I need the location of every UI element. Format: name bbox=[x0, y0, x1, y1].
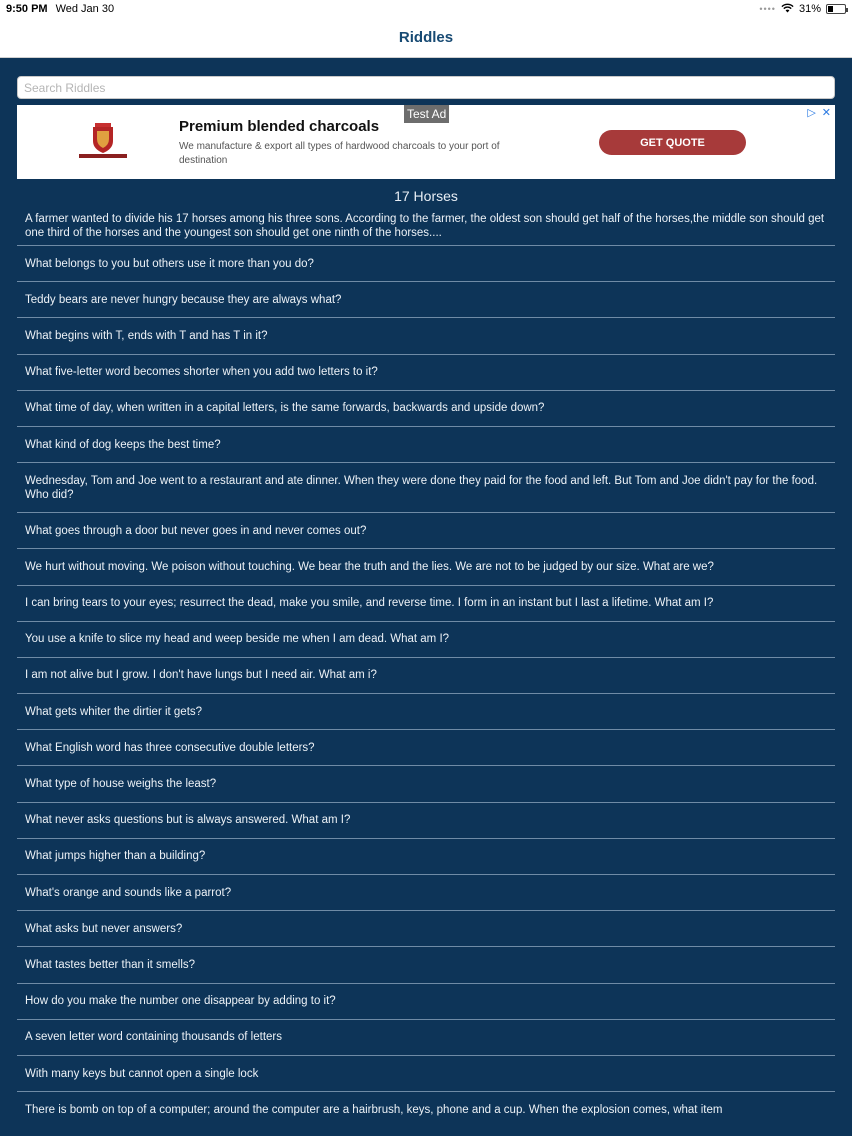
ad-choices[interactable] bbox=[807, 106, 831, 119]
status-indicators bbox=[759, 3, 846, 16]
riddle-row[interactable]: What time of day, when written in a capital letters, is the same forwards, backwards and upside down? bbox=[17, 391, 835, 427]
wifi-icon bbox=[781, 3, 794, 16]
riddle-row[interactable]: Teddy bears are never hungry because they are always what? bbox=[17, 282, 835, 318]
ad-title: Premium blended charcoals bbox=[179, 118, 380, 135]
status-time: 9:50 PM bbox=[6, 3, 48, 15]
riddle-row[interactable]: There is bomb on top of a computer; around the computer are a hairbrush, keys, phone and a cup. When the explosion comes, what item bbox=[25, 1104, 723, 1117]
page-title: Riddles bbox=[398, 29, 454, 46]
riddle-row[interactable]: What jumps higher than a building? bbox=[17, 839, 835, 875]
riddle-row[interactable]: Wednesday, Tom and Joe went to a restaurant and ate dinner. When they were done they paid for the food and left. But Tom and Joe didn't pay for the food. Who did? bbox=[17, 463, 835, 513]
search-input[interactable] bbox=[17, 76, 835, 99]
status-date: Wed Jan 30 bbox=[55, 3, 115, 15]
advertiser-logo bbox=[77, 121, 129, 161]
riddle-row[interactable]: What asks but never answers? bbox=[17, 911, 835, 947]
riddle-row[interactable]: What gets whiter the dirtier it gets? bbox=[17, 694, 835, 730]
riddle-row[interactable]: I can bring tears to your eyes; resurrect the dead, make you smile, and reverse time. I form in an instant but I last a lifetime. What am I? bbox=[17, 586, 835, 622]
adchoices-icon[interactable]: ▷ bbox=[807, 107, 816, 119]
riddle-row[interactable]: What five-letter word becomes shorter when you add two letters to it? bbox=[17, 355, 835, 391]
riddle-row[interactable]: What goes through a door but never goes in and never comes out? bbox=[17, 513, 835, 549]
riddle-row[interactable]: A farmer wanted to divide his 17 horses among his three sons. According to the farmer, the oldest son should get half of the horses,the middle son should get one third of the horses and the youngest son should get one ninth of the horses.... bbox=[17, 206, 835, 246]
riddle-list bbox=[17, 186, 835, 1128]
ad-description: We manufacture & export all types of hardwood charcoals to your port of destination bbox=[179, 141, 500, 166]
riddle-row[interactable]: What kind of dog keeps the best time? bbox=[17, 427, 835, 463]
battery-percent: 31% bbox=[798, 3, 821, 15]
riddle-row[interactable]: A seven letter word containing thousands of letters bbox=[17, 1020, 835, 1056]
close-icon[interactable]: ✕ bbox=[821, 107, 831, 119]
riddle-list-heading: 17 Horses bbox=[394, 188, 458, 204]
get-quote-button[interactable]: GET QUOTE bbox=[599, 130, 746, 155]
riddle-row[interactable]: What tastes better than it smells? bbox=[17, 947, 835, 983]
riddle-row[interactable]: With many keys but cannot open a single lock bbox=[17, 1056, 835, 1092]
riddle-row[interactable]: How do you make the number one disappear by adding to it? bbox=[17, 984, 835, 1020]
riddle-row[interactable]: What begins with T, ends with T and has T in it? bbox=[17, 318, 835, 354]
riddle-row[interactable]: I am not alive but I grow. I don't have lungs but I need air. What am i? bbox=[17, 658, 835, 694]
ad-banner[interactable] bbox=[17, 105, 835, 179]
status-bar bbox=[0, 0, 852, 18]
riddle-row[interactable]: What never asks questions but is always answered. What am I? bbox=[17, 803, 835, 839]
riddle-row[interactable]: What English word has three consecutive double letters? bbox=[17, 730, 835, 766]
navigation-bar bbox=[0, 18, 852, 58]
riddle-row[interactable]: You use a knife to slice my head and weep beside me when I am dead. What am I? bbox=[17, 622, 835, 658]
riddle-row[interactable]: What belongs to you but others use it more than you do? bbox=[17, 246, 835, 282]
signal-dots-icon: •••• bbox=[759, 4, 776, 14]
riddle-row[interactable]: What type of house weighs the least? bbox=[17, 766, 835, 802]
riddle-row[interactable]: What's orange and sounds like a parrot? bbox=[17, 875, 835, 911]
battery-icon bbox=[826, 4, 846, 14]
riddle-row[interactable]: We hurt without moving. We poison without touching. We bear the truth and the lies. We are not to be judged by our size. What are we? bbox=[17, 549, 835, 585]
test-ad-badge: Test Ad bbox=[404, 105, 449, 123]
